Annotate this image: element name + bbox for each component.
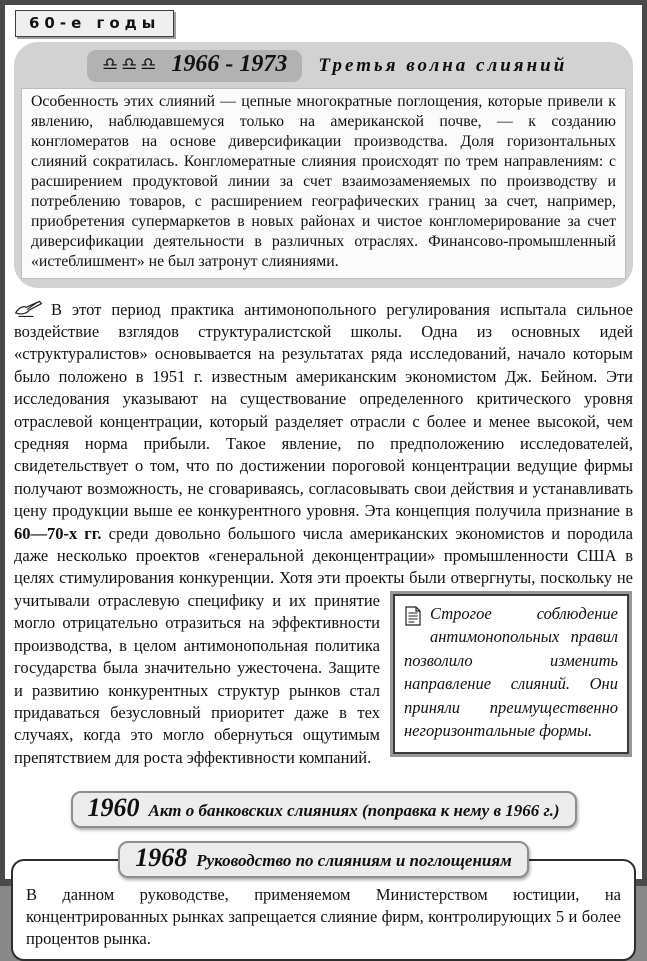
- main-text-bold: 60—70-х гг.: [14, 523, 102, 543]
- years-badge: [87, 50, 302, 82]
- era-header: [21, 49, 626, 88]
- writing-hand-icon: [14, 300, 51, 319]
- main-paragraph: [14, 299, 633, 770]
- main-text-part-1: В этот период практика антимонопольного регулирования испытала сильное воздействие взглядов структуралистской школы. Одна из основных идей «структуралистов» основывается на результатах ряда исследований, начало которым было положено в 1951 г. известным американским экономистом Дж. Бейном. Эти исследования указывают на существование определенного критического уровня отраслевой концентрации, который разделяет отрасли с более и менее высокой, чем средняя норма прибыли. Такое явление, по предположению исследователей, свидетельствует о том, что по достижении пороговой концентрации ведущие фирмы получают возможность, не сговариваясь, согласовывать свои действия и устанавливать цену продукции выше ее конкурентного уровня. Эта концепция получила признание в: [14, 299, 633, 521]
- timeline-badge-1968: [118, 841, 529, 878]
- margin-note-text: Строгое соблюдение антимонопольных правил позволило изменить направление слияний. Они приняли преимущественно негоризонтальные формы.: [404, 603, 618, 741]
- era-title: Третья волна слияний: [318, 54, 568, 76]
- main-text-part-3: могло отрицательно отразиться на эффективности производства, в целом антимонопольная политика государства была значительно ужесточена. Защите и развитию конкурентных структур рынков стал придаваться безусловный приоритет даже в тех случаях, когда это могло обернуться ощутимым препятствием для роста эффективности компаний.: [14, 613, 380, 767]
- timeline-badge-1960: [71, 791, 577, 828]
- document-icon: [405, 606, 421, 633]
- guide-description-text: В данном руководстве, применяемом Министерством юстиции, на концентрированных рынках запрещается слияние фирм, контролирующих 5 и более процентов рынка.: [26, 885, 621, 949]
- timeline-law-label: Акт о банковских слияниях (поправка к нему в 1966 г.): [148, 801, 560, 821]
- timeline-year: 1968: [135, 843, 188, 873]
- margin-note-box: [393, 594, 629, 754]
- era-tab-label: 60-е годы: [29, 14, 161, 32]
- era-description: Особенность этих слияний — цепные многократные поглощения, которые привели к явлению, наблюдавшемуся только на американской почве, — к созданию конгломератов на основе диверсификации производства. Доля горизонтальных слияний сократилась. Конгломератные слияния происходят по трем направлениям: с расширением продуктовой линии за счет взаимозаменяемых по производству и потреблению товаров, с расширением географических границ за счет, например, приобретения супермаркетов в новых районах и чистое конгломерирование за счет диверсификации деятельности в различных отраслях. Финансово-промышленный «истеблишмент» не был затронут слияниями.: [21, 88, 626, 279]
- era-tab: [15, 10, 174, 37]
- era-years: 1966 - 1973: [171, 51, 288, 77]
- timeline-year: 1960: [87, 793, 140, 823]
- timeline-law-label: Руководство по слияниям и поглощениям: [196, 851, 512, 871]
- main-text-part-2: среди довольно большого числа американских экономистов и породила даже несколько проектов «генеральной деконцентрации» промышленности США в целях стимулирования конкуренции. Хотя эти проекты были отвергнуты, поскольку не учитывали отраслевую специфику и их принятие: [14, 523, 633, 610]
- era-box: [14, 42, 633, 288]
- libra-symbols-icon: ♎♎♎: [102, 53, 160, 75]
